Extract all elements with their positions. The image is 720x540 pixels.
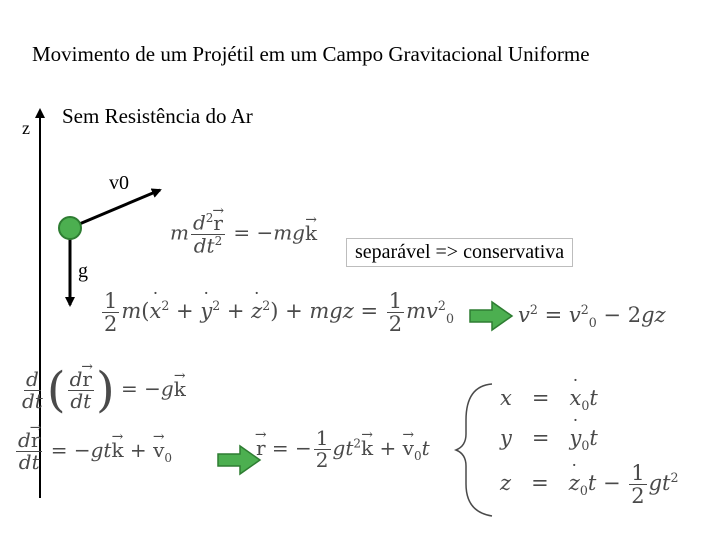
z-axis-label: z bbox=[22, 118, 30, 138]
subtitle: Sem Resistência do Ar bbox=[62, 104, 253, 128]
conservative-box: separável => conservativa bbox=[346, 238, 573, 267]
newton-equation: m $\frac{d^2\to r}{dt^2}$ = −mg→ k bbox=[170, 212, 317, 256]
position-equation: → r = − $\frac{1}{2}$ $gt^2\to k$ + → $v_0t$ bbox=[256, 428, 430, 471]
y-component-equation: y = ˙ $y_0t$ bbox=[500, 426, 598, 453]
velocity-equation: $\frac{d\to r}{dt}$ = −gt→ k + → $v_0$ bbox=[14, 430, 172, 473]
green-arrow-2 bbox=[218, 446, 260, 474]
energy-equation: $\frac{1}{2}$ m(˙ $x^2$ + ˙ $y^2$ + ˙ $z^2$) + mgz = $\frac{1}{2}$ $mv^2_0$ bbox=[100, 290, 454, 335]
green-arrow-1 bbox=[470, 302, 512, 330]
page-title: Movimento de um Projétil em um Campo Gravitacional Uniforme bbox=[32, 42, 590, 66]
g-label: g bbox=[78, 260, 88, 282]
z-component-equation: z = ˙ $z_0t$ − $\frac{1}{2}$ $gt^2$ bbox=[500, 462, 679, 507]
first-integral-equation: $\frac{d}{dt}$ ( $\frac{d\to r}{dt}$ ) = −g→ k bbox=[18, 362, 186, 418]
v0-arrow bbox=[77, 190, 160, 225]
v0-label: v0 bbox=[109, 172, 129, 194]
x-component-equation: x = ˙ $x_0t$ bbox=[500, 386, 598, 413]
speed-equation: $v^2 = v^2_0 - 2gz$ bbox=[518, 302, 666, 331]
projectile-ball bbox=[59, 217, 81, 239]
system-brace bbox=[456, 384, 492, 516]
